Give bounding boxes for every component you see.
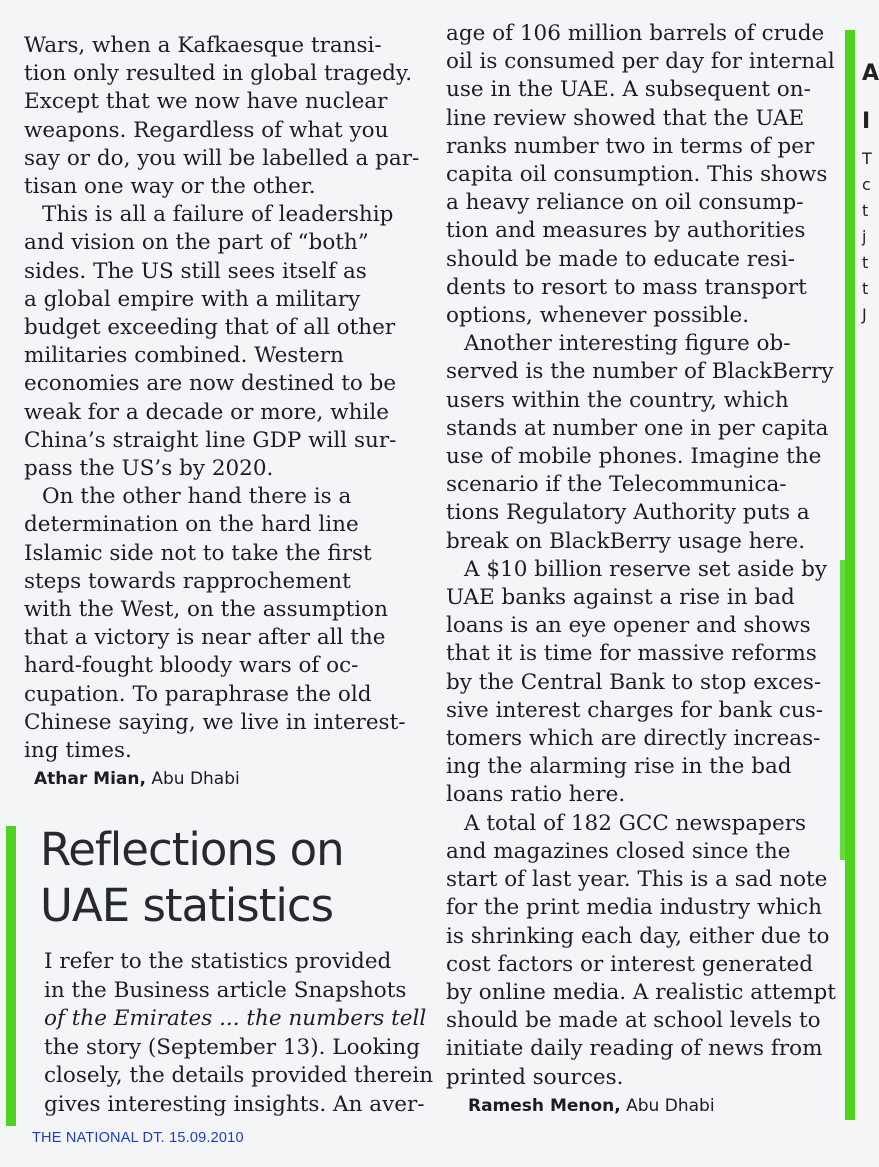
- text-line: a heavy reliance on oil consump-: [446, 190, 804, 216]
- author-location: Abu Dhabi: [626, 1095, 715, 1116]
- text-line: militaries combined. Western: [24, 343, 344, 369]
- text-line: sive interest charges for bank cus-: [446, 697, 824, 723]
- text-line: oil is consumed per day for internal: [446, 49, 835, 75]
- text-line: break on BlackBerry usage here.: [446, 528, 806, 554]
- text-line: options, whenever possible.: [446, 303, 750, 329]
- article-headline: [40, 822, 420, 934]
- text-line: tion only resulted in global tragedy.: [24, 61, 413, 87]
- text-line: should be made at school levels to: [446, 1008, 821, 1034]
- text-line: scenario if the Telecommunica-: [446, 472, 787, 498]
- text-line: age of 106 million barrels of crude: [446, 21, 825, 46]
- text-line: Except that we now have nuclear: [24, 89, 388, 115]
- text-line: cost factors or interest generated: [446, 951, 813, 977]
- text-line: served is the number of BlackBerry: [446, 359, 834, 385]
- source-credit: THE NATIONAL DT. 15.09.2010: [32, 1130, 244, 1146]
- headline-line-2: UAE statistics: [40, 879, 334, 932]
- text-line: China’s straight line GDP will sur-: [24, 427, 397, 453]
- text-line: use of mobile phones. Imagine the: [446, 444, 822, 470]
- text-line: ranks number two in terms of per: [446, 133, 815, 159]
- text-line: ing the alarming rise in the bad: [446, 754, 792, 780]
- text-line: of the Emirates ... the numbers tell: [44, 1006, 427, 1032]
- text-line: Wars, when a Kafkaesque transi-: [24, 33, 382, 58]
- text-line: Islamic side not to take the first: [24, 540, 372, 566]
- edge-letter: A: [862, 61, 879, 86]
- text-line: dents to resort to mass transport: [446, 274, 807, 300]
- text-line: tion and measures by authorities: [446, 218, 806, 244]
- text-line: This is all a failure of leadership: [42, 202, 394, 228]
- text-line: the story (September 13). Looking: [44, 1034, 420, 1060]
- text-line: for the print media industry which: [446, 895, 822, 921]
- author-name: Ramesh Menon,: [468, 1095, 621, 1116]
- text-line: determination on the hard line: [24, 512, 359, 538]
- edge-letter: J: [862, 305, 867, 324]
- text-line: A total of 182 GCC newspapers: [464, 810, 807, 836]
- text-line: tomers which are directly increas-: [446, 726, 821, 752]
- text-line: stands at number one in per capita: [446, 415, 829, 441]
- text-line: weak for a decade or more, while: [24, 399, 389, 425]
- text-line: budget exceeding that of all other: [24, 315, 396, 341]
- text-line: ing times.: [24, 738, 132, 764]
- text-line: capita oil consumption. This shows: [446, 162, 828, 188]
- text-line: that a victory is near after all the: [24, 625, 386, 651]
- author-signature: [446, 1094, 841, 1118]
- green-highlight-left: [6, 826, 16, 1126]
- text-line: A $10 billion reserve set aside by: [464, 556, 828, 582]
- text-line: closely, the details provided therein: [44, 1063, 434, 1089]
- author-signature: [24, 767, 424, 791]
- text-line: tions Regulatory Authority puts a: [446, 500, 810, 526]
- edge-letter: j: [862, 227, 867, 246]
- text-line: that it is time for massive reforms: [446, 641, 817, 667]
- author-location: Abu Dhabi: [151, 769, 240, 790]
- text-line: steps towards rapprochement: [24, 568, 351, 594]
- text-line: printed sources.: [446, 1064, 624, 1090]
- text-line: a global empire with a military: [24, 286, 361, 312]
- text-line: line review showed that the UAE: [446, 105, 805, 131]
- text-line: On the other hand there is a: [42, 484, 352, 510]
- text-line: and vision on the part of “both”: [24, 230, 369, 256]
- text-line: I refer to the statistics provided: [44, 949, 392, 974]
- text-line: weapons. Regardless of what you: [24, 117, 389, 143]
- green-highlight-right-inner: [840, 560, 848, 860]
- left-column-article: [24, 32, 424, 791]
- text-line: start of last year. This is a sad note: [446, 867, 828, 893]
- text-line: initiate daily reading of news from: [446, 1036, 823, 1062]
- author-name: Athar Mian,: [34, 769, 146, 790]
- text-line: with the West, on the assumption: [24, 597, 388, 623]
- text-line: tisan one way or the other.: [24, 174, 316, 200]
- edge-letter: t: [862, 201, 869, 220]
- text-line: and magazines closed since the: [446, 838, 791, 864]
- text-line: hard-fought bloody wars of oc-: [24, 653, 359, 679]
- text-line: in the Business article Snapshots: [44, 977, 407, 1003]
- text-line: Chinese saying, we live in interest-: [24, 709, 406, 735]
- edge-letter: t: [862, 253, 869, 272]
- text-line: economies are now destined to be: [24, 371, 397, 397]
- text-line: cupation. To paraphrase the old: [24, 681, 372, 707]
- text-line: loans ratio here.: [446, 782, 626, 808]
- text-line: users within the country, which: [446, 387, 789, 413]
- edge-letter: c: [862, 175, 871, 194]
- reflections-article-intro: [44, 948, 444, 1120]
- text-line: use in the UAE. A subsequent on-: [446, 77, 811, 103]
- edge-letter: T: [862, 149, 872, 168]
- headline-line-1: Reflections on: [40, 823, 344, 876]
- text-line: sides. The US still sees itself as: [24, 258, 367, 284]
- text-line: say or do, you will be labelled a par-: [24, 145, 420, 171]
- text-line: by the Central Bank to stop exces-: [446, 669, 822, 695]
- text-line: loans is an eye opener and shows: [446, 613, 811, 639]
- text-line: is shrinking each day, either due to: [446, 923, 830, 949]
- edge-letter: I: [862, 109, 871, 134]
- edge-letter: t: [862, 279, 869, 298]
- text-line: should be made to educate resi-: [446, 246, 795, 272]
- right-column-article: [446, 20, 841, 1118]
- text-line: gives interesting insights. An aver-: [44, 1091, 425, 1117]
- text-line: pass the US’s by 2020.: [24, 456, 274, 482]
- cropped-adjacent-column: [862, 50, 877, 328]
- text-line: UAE banks against a rise in bad: [446, 585, 795, 611]
- text-line: Another interesting figure ob-: [464, 331, 791, 357]
- text-line: by online media. A realistic attempt: [446, 979, 836, 1005]
